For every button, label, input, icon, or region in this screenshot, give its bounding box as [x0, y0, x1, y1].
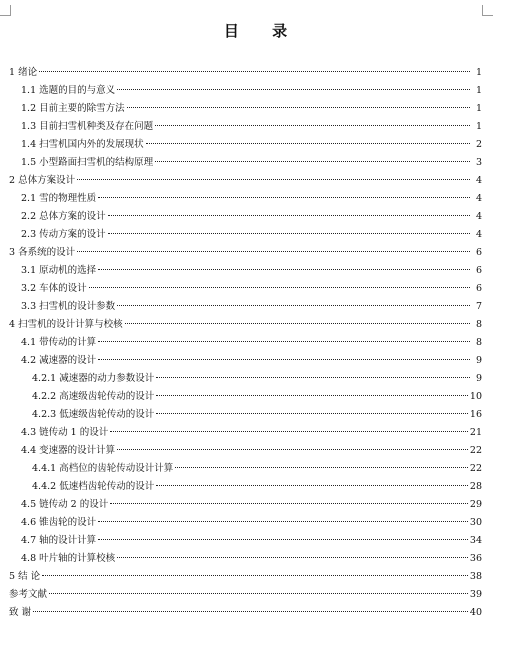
toc-dot-leader [125, 323, 470, 324]
toc-entry-page-number: 10 [469, 391, 482, 402]
toc-entry-label: 3.3 扫雪机的设计参数 [21, 301, 116, 312]
toc-entry[interactable] [9, 568, 482, 586]
toc-dot-leader [156, 485, 468, 486]
toc-entry-label: 4.3 链传动 1 的设计 [21, 427, 109, 438]
toc-entry-page-number: 28 [469, 481, 482, 492]
toc-entry[interactable] [9, 136, 482, 154]
toc-entry[interactable] [9, 532, 482, 550]
toc-entry-label: 1.2 目前主要的除雪方法 [21, 103, 125, 114]
toc-dot-leader [108, 233, 470, 234]
toc-entry[interactable] [9, 154, 482, 172]
toc-entry[interactable] [9, 478, 482, 496]
toc-entry-label: 4.2.1 减速器的动力参数设计 [32, 373, 155, 384]
toc-entry-label: 4.4 变速器的设计计算 [21, 445, 116, 456]
toc-entry[interactable] [9, 352, 482, 370]
toc-entry-page-number: 30 [469, 517, 482, 528]
toc-entry-label: 4.2.2 高速级齿轮传动的设计 [32, 391, 155, 402]
toc-entry-page-number: 9 [475, 355, 482, 366]
toc-entry-label: 2.2 总体方案的设计 [21, 211, 106, 222]
toc-dot-leader [127, 107, 470, 108]
toc-entry[interactable] [9, 190, 482, 208]
toc-entry-page-number: 38 [469, 571, 482, 582]
toc-dot-leader [175, 467, 468, 468]
toc-dot-leader [77, 179, 470, 180]
toc-dot-leader [98, 359, 470, 360]
toc-entry-label: 4.8 叶片轴的计算校核 [21, 553, 116, 564]
toc-entry[interactable] [9, 118, 482, 136]
toc-entry-page-number: 1 [475, 85, 482, 96]
toc-entry-label: 2.3 传动方案的设计 [21, 229, 106, 240]
toc-entry[interactable] [9, 406, 482, 424]
toc-entry-page-number: 29 [469, 499, 482, 510]
toc-entry-label: 1.5 小型路面扫雪机的结构原理 [21, 157, 154, 168]
toc-title: 目 录 [223, 22, 302, 40]
toc-entry[interactable] [9, 280, 482, 298]
toc-entry-label: 致 谢 [9, 607, 32, 618]
toc-entry[interactable] [9, 316, 482, 334]
page-corner-mark-right [482, 5, 493, 16]
toc-dot-leader [98, 269, 470, 270]
toc-entry[interactable] [9, 172, 482, 190]
toc-dot-leader [98, 197, 470, 198]
table-of-contents [9, 64, 482, 622]
toc-dot-leader [117, 89, 470, 90]
toc-entry-page-number: 6 [475, 265, 482, 276]
toc-entry-page-number: 21 [469, 427, 482, 438]
toc-entry-page-number: 2 [475, 139, 482, 150]
toc-entry-page-number: 1 [475, 67, 482, 78]
toc-entry-page-number: 36 [469, 553, 482, 564]
toc-dot-leader [155, 161, 470, 162]
toc-entry-page-number: 6 [475, 247, 482, 258]
toc-entry-label: 2.1 雪的物理性质 [21, 193, 97, 204]
toc-dot-leader [110, 503, 468, 504]
toc-entry[interactable] [9, 208, 482, 226]
toc-entry-page-number: 22 [469, 445, 482, 456]
toc-entry-page-number: 1 [475, 103, 482, 114]
toc-dot-leader [117, 305, 470, 306]
toc-dot-leader [49, 593, 468, 594]
toc-entry-page-number: 6 [475, 283, 482, 294]
toc-entry[interactable] [9, 370, 482, 388]
toc-dot-leader [98, 341, 470, 342]
toc-entry-label: 1.1 选题的目的与意义 [21, 85, 116, 96]
toc-dot-leader [156, 377, 470, 378]
toc-entry[interactable] [9, 550, 482, 568]
toc-entry-label: 5 结 论 [9, 571, 41, 582]
toc-entry-page-number: 4 [475, 229, 482, 240]
toc-entry-label: 3.2 车体的设计 [21, 283, 87, 294]
toc-entry-label: 4.6 锥齿轮的设计 [21, 517, 97, 528]
toc-entry[interactable] [9, 514, 482, 532]
toc-entry-page-number: 16 [469, 409, 482, 420]
toc-dot-leader [89, 287, 470, 288]
toc-entry-page-number: 8 [475, 337, 482, 348]
toc-dot-leader [42, 575, 468, 576]
toc-entry-label: 3.1 原动机的选择 [21, 265, 97, 276]
toc-dot-leader [155, 125, 470, 126]
toc-entry[interactable] [9, 262, 482, 280]
toc-entry[interactable] [9, 244, 482, 262]
toc-entry[interactable] [9, 424, 482, 442]
toc-entry-label: 4.1 带传动的计算 [21, 337, 97, 348]
toc-entry[interactable] [9, 298, 482, 316]
toc-entry-label: 参考文献 [9, 589, 48, 600]
toc-entry-page-number: 40 [469, 607, 482, 618]
toc-entry-label: 4.4.1 高档位的齿轮传动设计计算 [32, 463, 174, 474]
toc-entry-label: 3 各系统的设计 [9, 247, 76, 258]
toc-entry[interactable] [9, 388, 482, 406]
toc-dot-leader [77, 251, 470, 252]
toc-entry[interactable] [9, 460, 482, 478]
toc-entry[interactable] [9, 496, 482, 514]
toc-entry[interactable] [9, 334, 482, 352]
toc-entry-page-number: 39 [469, 589, 482, 600]
toc-entry-page-number: 22 [469, 463, 482, 474]
toc-dot-leader [146, 143, 470, 144]
toc-entry[interactable] [9, 604, 482, 622]
toc-entry-label: 4.2 减速器的设计 [21, 355, 97, 366]
toc-dot-leader [39, 71, 470, 72]
toc-dot-leader [156, 413, 468, 414]
toc-entry-label: 4.2.3 低速级齿轮传动的设计 [32, 409, 155, 420]
toc-dot-leader [108, 215, 470, 216]
toc-dot-leader [110, 431, 468, 432]
toc-entry-page-number: 34 [469, 535, 482, 546]
toc-entry[interactable] [9, 442, 482, 460]
toc-entry-label: 4.7 轴的设计计算 [21, 535, 97, 546]
toc-entry-page-number: 9 [475, 373, 482, 384]
toc-entry-label: 1 绪论 [9, 67, 38, 78]
toc-entry-page-number: 3 [475, 157, 482, 168]
page-corner-mark-left [0, 5, 11, 16]
toc-entry[interactable] [9, 100, 482, 118]
toc-entry[interactable] [9, 226, 482, 244]
toc-entry-label: 4.5 链传动 2 的设计 [21, 499, 109, 510]
toc-entry-page-number: 8 [475, 319, 482, 330]
toc-entry[interactable] [9, 586, 482, 604]
toc-entry-label: 1.4 扫雪机国内外的发展现状 [21, 139, 144, 150]
toc-dot-leader [117, 557, 468, 558]
toc-entry-label: 1.3 目前扫雪机种类及存在问题 [21, 121, 154, 132]
toc-entry-page-number: 4 [475, 193, 482, 204]
toc-entry-page-number: 7 [475, 301, 482, 312]
toc-entry-label: 2 总体方案设计 [9, 175, 76, 186]
toc-dot-leader [117, 449, 468, 450]
toc-dot-leader [156, 395, 468, 396]
toc-entry-label: 4.4.2 低速档齿轮传动的设计 [32, 481, 155, 492]
toc-entry-label: 4 扫雪机的设计计算与校核 [9, 319, 123, 330]
toc-entry-page-number: 1 [475, 121, 482, 132]
toc-dot-leader [98, 539, 468, 540]
toc-entry-page-number: 4 [475, 211, 482, 222]
toc-entry[interactable] [9, 64, 482, 82]
toc-dot-leader [33, 611, 468, 612]
toc-entry-page-number: 4 [475, 175, 482, 186]
toc-entry[interactable] [9, 82, 482, 100]
toc-dot-leader [98, 521, 468, 522]
